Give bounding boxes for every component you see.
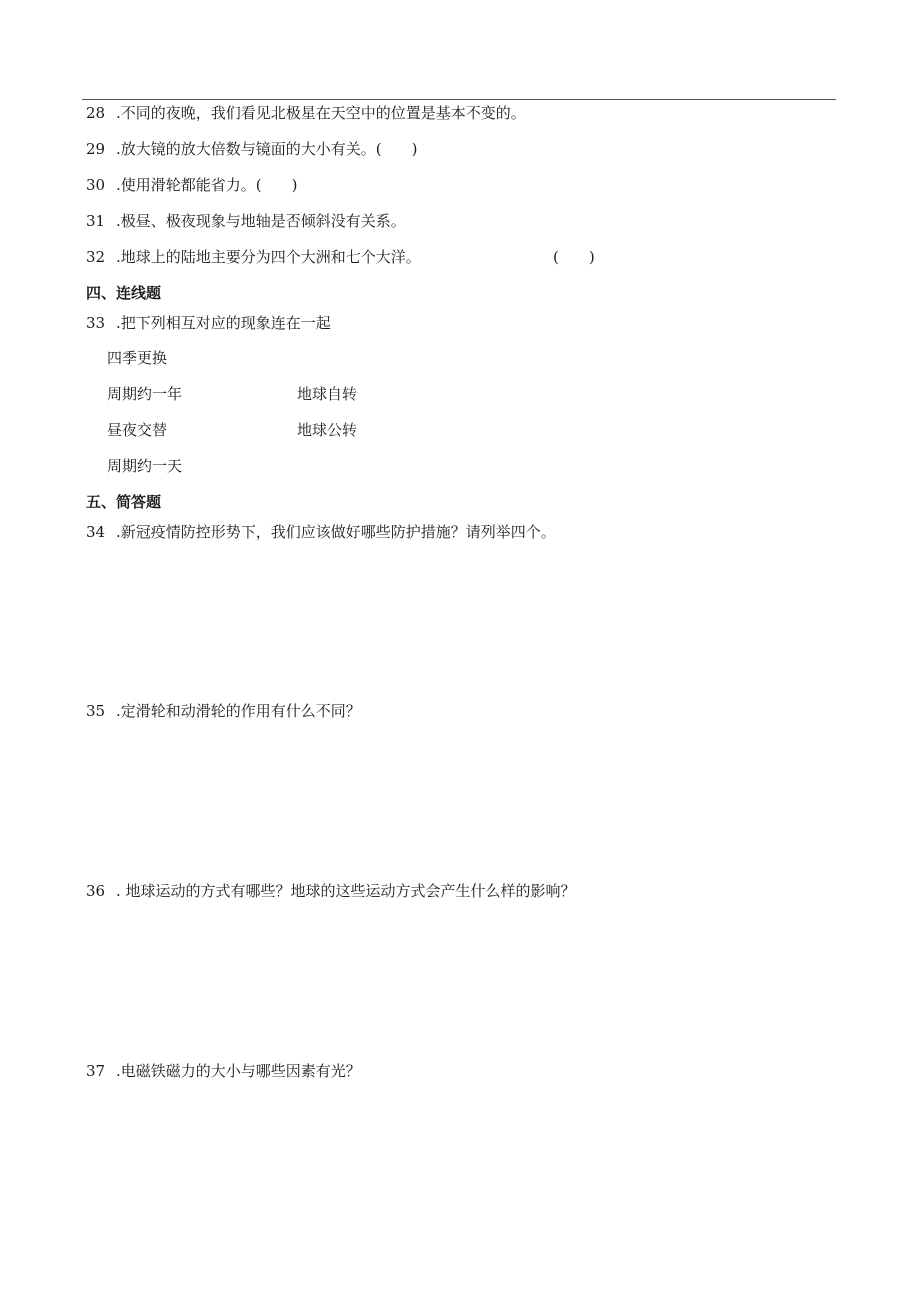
question-number: 29: [86, 140, 106, 158]
question-36: [86, 881, 576, 901]
question-text: .把下列相互对应的现象连在一起: [116, 314, 331, 332]
match-left-item[interactable]: 昼夜交替: [107, 421, 168, 439]
question-35: [86, 701, 361, 721]
question-32: [86, 247, 421, 267]
question-30: [86, 175, 297, 195]
question-number: 37: [86, 1062, 106, 1080]
question-number: 36: [86, 882, 106, 900]
match-left-item[interactable]: 周期约一年: [107, 385, 183, 403]
question-number: 30: [86, 176, 106, 194]
match-right-item[interactable]: 地球公转: [297, 421, 358, 439]
question-number: 32: [86, 248, 106, 266]
question-number: 28: [86, 104, 106, 122]
section-heading-short-answer: 五、简答题: [86, 493, 162, 511]
question-number: 34: [86, 523, 106, 541]
question-number: 35: [86, 702, 106, 720]
question-29: [86, 139, 417, 159]
question-text: .电磁铁磁力的大小与哪些因素有光？: [116, 1062, 361, 1080]
section-heading-matching: 四、连线题: [86, 284, 162, 302]
question-text: .不同的夜晚，我们看见北极星在天空中的位置是基本不变的。: [116, 104, 526, 122]
match-right-item[interactable]: 地球自转: [297, 385, 358, 403]
top-rule-divider: [82, 99, 836, 100]
question-31: [86, 211, 406, 231]
question-text: .地球上的陆地主要分为四个大洲和七个大洋。: [116, 248, 421, 266]
question-33: [86, 313, 331, 333]
question-text: .极昼、极夜现象与地轴是否倾斜没有关系。: [116, 212, 406, 230]
answer-blank-32[interactable]: ( ): [553, 248, 595, 266]
question-28: [86, 103, 526, 123]
question-number: 33: [86, 314, 106, 332]
question-text: .定滑轮和动滑轮的作用有什么不同？: [116, 702, 361, 720]
question-text: .放大镜的放大倍数与镜面的大小有关。( ): [116, 140, 418, 158]
question-text: .使用滑轮都能省力。( ): [116, 176, 298, 194]
question-34: [86, 522, 556, 542]
question-text: . 地球运动的方式有哪些？地球的这些运动方式会产生什么样的影响？: [116, 882, 576, 900]
match-left-item[interactable]: 四季更换: [107, 349, 168, 367]
match-left-item[interactable]: 周期约一天: [107, 457, 183, 475]
question-37: [86, 1061, 361, 1081]
question-text: .新冠疫情防控形势下，我们应该做好哪些防护措施？请列举四个。: [116, 523, 556, 541]
question-number: 31: [86, 212, 106, 230]
